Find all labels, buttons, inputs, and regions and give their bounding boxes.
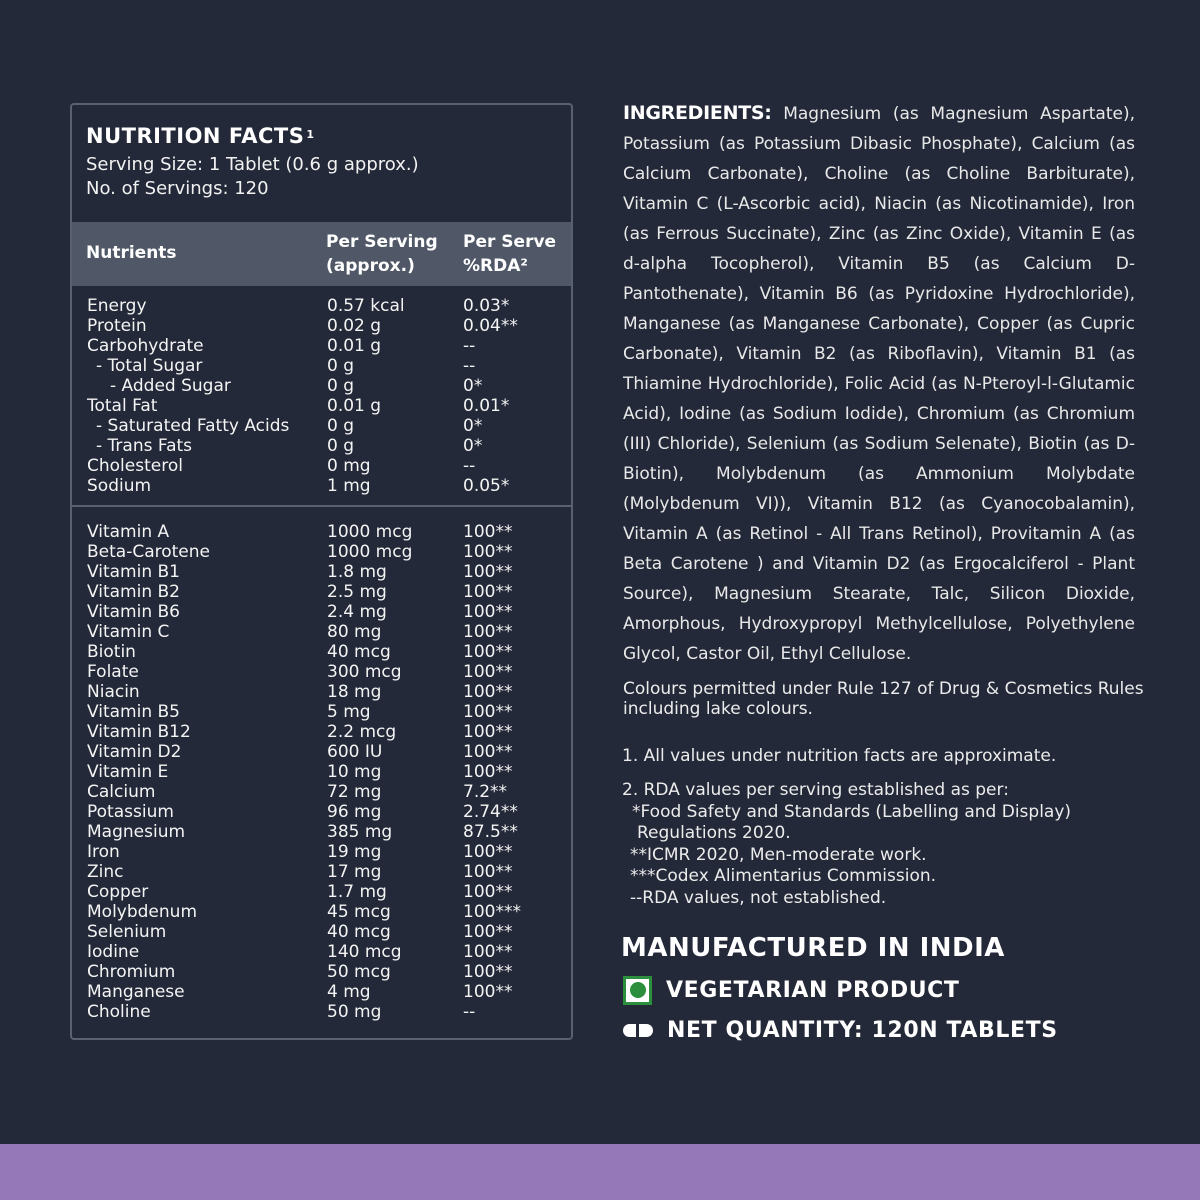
footnote-1: 1. All values under nutrition facts are approximate. bbox=[622, 746, 1057, 766]
footnote-2-fssai-cont: Regulations 2020. bbox=[637, 823, 791, 843]
footnote-2 bbox=[622, 780, 1071, 909]
header-rda bbox=[463, 230, 556, 278]
nutrient-amount: 0 mg bbox=[327, 456, 371, 476]
micro-row bbox=[72, 522, 571, 542]
nutrient-amount: 2.2 mcg bbox=[327, 722, 397, 742]
vegetarian-badge bbox=[623, 975, 960, 1005]
nutrient-rda: 100** bbox=[463, 762, 513, 782]
nutrient-name: Magnesium bbox=[87, 822, 186, 842]
title-footnote-mark: 1 bbox=[306, 128, 315, 141]
net-quantity bbox=[623, 1015, 1058, 1045]
header-rda-line2: %RDA² bbox=[463, 256, 528, 276]
header-nutrients: Nutrients bbox=[86, 243, 177, 263]
nutrient-amount: 0.01 g bbox=[327, 396, 382, 416]
ingredients-block bbox=[623, 98, 1135, 669]
nutrient-rda: -- bbox=[463, 456, 476, 476]
nutrient-name: - Total Sugar bbox=[96, 356, 203, 376]
macro-row bbox=[72, 336, 571, 356]
nutrient-amount: 4 mg bbox=[327, 982, 371, 1002]
micro-row bbox=[72, 682, 571, 702]
nutrient-rda: 100** bbox=[463, 842, 513, 862]
nutrient-rda: 100** bbox=[463, 682, 513, 702]
macro-row bbox=[72, 436, 571, 456]
macro-row bbox=[72, 396, 571, 416]
nutrient-name: Niacin bbox=[87, 682, 140, 702]
micro-row bbox=[72, 762, 571, 782]
veg-mark-icon bbox=[623, 976, 652, 1005]
nutrient-amount: 50 mg bbox=[327, 1002, 382, 1022]
micro-row bbox=[72, 802, 571, 822]
nutrient-name: Vitamin C bbox=[87, 622, 170, 642]
nutrient-name: Total Fat bbox=[87, 396, 158, 416]
footer-band bbox=[0, 1144, 1200, 1200]
nutrient-name: Manganese bbox=[87, 982, 185, 1002]
macronutrients-section bbox=[72, 286, 571, 507]
colours-note: Colours permitted under Rule 127 of Drug & Cosmetics Rules including lake colours. bbox=[623, 679, 1144, 719]
nutrient-name: Protein bbox=[87, 316, 147, 336]
nutrient-rda: 0.03* bbox=[463, 296, 510, 316]
macro-row bbox=[72, 356, 571, 376]
nutrient-rda: 100** bbox=[463, 662, 513, 682]
nutrient-amount: 17 mg bbox=[327, 862, 382, 882]
micro-row bbox=[72, 702, 571, 722]
micro-row bbox=[72, 662, 571, 682]
nutrient-amount: 45 mcg bbox=[327, 902, 391, 922]
nutrient-rda: -- bbox=[463, 336, 476, 356]
macro-row bbox=[72, 296, 571, 316]
macro-row bbox=[72, 476, 571, 496]
micro-row bbox=[72, 982, 571, 1002]
footnote-2-icmr: **ICMR 2020, Men-moderate work. bbox=[630, 844, 927, 865]
nutrient-name: Energy bbox=[87, 296, 147, 316]
nutrient-amount: 0 g bbox=[327, 436, 355, 456]
footnote-2-title: 2. RDA values per serving established as per: bbox=[622, 780, 1009, 800]
nutrient-name: Biotin bbox=[87, 642, 136, 662]
nutrient-amount: 300 mcg bbox=[327, 662, 402, 682]
micro-row bbox=[72, 1002, 571, 1022]
nutrient-amount: 1000 mcg bbox=[327, 542, 413, 562]
nutrient-amount: 0.01 g bbox=[327, 336, 382, 356]
micro-row bbox=[72, 622, 571, 642]
nutrient-name: Vitamin B2 bbox=[87, 582, 181, 602]
nutrient-name: Folate bbox=[87, 662, 139, 682]
nutrient-name: Sodium bbox=[87, 476, 152, 496]
nutrient-name: Iodine bbox=[87, 942, 140, 962]
manufactured-in-india: MANUFACTURED IN INDIA bbox=[621, 933, 1005, 963]
nutrient-rda: 100** bbox=[463, 522, 513, 542]
header-per-serving-line2: (approx.) bbox=[326, 256, 415, 276]
nutrient-amount: 96 mg bbox=[327, 802, 382, 822]
macro-row bbox=[72, 456, 571, 476]
nutrient-rda: 100** bbox=[463, 722, 513, 742]
nutrient-rda: 100*** bbox=[463, 902, 521, 922]
header-per-serving bbox=[326, 230, 438, 278]
nutrient-amount: 2.5 mg bbox=[327, 582, 387, 602]
nutrient-amount: 40 mcg bbox=[327, 642, 391, 662]
micro-row bbox=[72, 642, 571, 662]
vegetarian-label: VEGETARIAN PRODUCT bbox=[666, 977, 960, 1003]
nutrient-rda: 100** bbox=[463, 882, 513, 902]
nutrient-rda: 100** bbox=[463, 602, 513, 622]
nutrient-rda: 2.74** bbox=[463, 802, 518, 822]
nutrient-rda: 87.5** bbox=[463, 822, 518, 842]
micro-row bbox=[72, 942, 571, 962]
nutrition-facts-header bbox=[72, 105, 571, 222]
nutrient-rda: 100** bbox=[463, 982, 513, 1002]
nutrient-name: - Added Sugar bbox=[110, 376, 231, 396]
macro-row bbox=[72, 416, 571, 436]
nutrient-amount: 19 mg bbox=[327, 842, 382, 862]
nutrient-amount: 80 mg bbox=[327, 622, 382, 642]
serving-size: Serving Size: 1 Tablet (0.6 g approx.) bbox=[86, 154, 419, 175]
micro-row bbox=[72, 822, 571, 842]
nutrition-facts-panel bbox=[70, 103, 573, 1040]
nutrient-rda: 100** bbox=[463, 562, 513, 582]
macro-row bbox=[72, 316, 571, 336]
micro-row bbox=[72, 542, 571, 562]
micro-row bbox=[72, 902, 571, 922]
nutrient-rda: 100** bbox=[463, 962, 513, 982]
nutrient-name: Carbohydrate bbox=[87, 336, 204, 356]
nutrient-rda: -- bbox=[463, 1002, 476, 1022]
nutrient-rda: -- bbox=[463, 356, 476, 376]
nutrient-name: Chromium bbox=[87, 962, 176, 982]
micro-row bbox=[72, 602, 571, 622]
nutrient-amount: 385 mg bbox=[327, 822, 393, 842]
nutrient-name: Zinc bbox=[87, 862, 124, 882]
nutrient-rda: 0.01* bbox=[463, 396, 510, 416]
nutrient-amount: 40 mcg bbox=[327, 922, 391, 942]
nutrient-rda: 0.04** bbox=[463, 316, 518, 336]
micro-row bbox=[72, 862, 571, 882]
nutrient-amount: 1.8 mg bbox=[327, 562, 387, 582]
nutrient-name: - Saturated Fatty Acids bbox=[96, 416, 290, 436]
nutrient-amount: 140 mcg bbox=[327, 942, 402, 962]
nutrition-title-text: NUTRITION FACTS bbox=[86, 124, 305, 148]
micro-row bbox=[72, 742, 571, 762]
nutrient-amount: 10 mg bbox=[327, 762, 382, 782]
micro-row bbox=[72, 882, 571, 902]
micro-row bbox=[72, 782, 571, 802]
nutrient-rda: 100** bbox=[463, 942, 513, 962]
footnote-2-fssai: *Food Safety and Standards (Labelling and Display) bbox=[632, 801, 1072, 822]
nutrient-name: Molybdenum bbox=[87, 902, 198, 922]
header-rda-line1: Per Serve bbox=[463, 232, 557, 252]
nutrient-rda: 100** bbox=[463, 702, 513, 722]
nutrient-amount: 1 mg bbox=[327, 476, 371, 496]
servings-count: No. of Servings: 120 bbox=[86, 178, 269, 199]
nutrient-amount: 0 g bbox=[327, 416, 355, 436]
nutrient-rda: 100** bbox=[463, 622, 513, 642]
nutrient-amount: 72 mg bbox=[327, 782, 382, 802]
nutrient-rda: 7.2** bbox=[463, 782, 508, 802]
nutrient-amount: 0.57 kcal bbox=[327, 296, 405, 316]
nutrient-name: Vitamin B5 bbox=[87, 702, 181, 722]
nutrient-name: Vitamin E bbox=[87, 762, 169, 782]
nutrition-facts-title bbox=[86, 123, 557, 149]
nutrient-amount: 18 mg bbox=[327, 682, 382, 702]
nutrient-rda: 0* bbox=[463, 416, 483, 436]
nutrient-name: Vitamin A bbox=[87, 522, 170, 542]
nutrient-rda: 100** bbox=[463, 922, 513, 942]
nutrient-rda: 0* bbox=[463, 436, 483, 456]
footnote-2-codex: ***Codex Alimentarius Commission. bbox=[630, 866, 937, 886]
nutrient-name: Choline bbox=[87, 1002, 151, 1022]
nutrient-name: Vitamin B12 bbox=[87, 722, 191, 742]
micro-row bbox=[72, 962, 571, 982]
tablet-pill-icon bbox=[623, 1024, 653, 1037]
micro-row bbox=[72, 842, 571, 862]
column-headers bbox=[72, 222, 571, 286]
micronutrients-section bbox=[72, 507, 571, 1022]
nutrient-name: - Trans Fats bbox=[96, 436, 193, 456]
nutrient-rda: 100** bbox=[463, 642, 513, 662]
nutrient-name: Beta-Carotene bbox=[87, 542, 211, 562]
ingredients-text bbox=[623, 98, 1135, 669]
nutrient-amount: 0 g bbox=[327, 356, 355, 376]
nutrient-name: Cholesterol bbox=[87, 456, 183, 476]
header-per-serving-line1: Per Serving bbox=[326, 232, 438, 252]
macro-row bbox=[72, 376, 571, 396]
footnote-2-not-established: --RDA values, not established. bbox=[630, 887, 887, 908]
micro-row bbox=[72, 922, 571, 942]
ingredients-list: Magnesium (as Magnesium Aspartate), Potassium (as Potassium Dibasic Phosphate), Calcium (as Calcium Carbonate), Choline (as Choline Barbiturate), Vitamin C (L-Ascorbic acid), Niacin (as Nicotinamide), Iron (as Ferrous Succinate), Zinc (as Zinc Oxide), Vitamin E (as d-alpha Tocopherol), Vitamin B5 (as Calcium D-Pantothenate), Vitamin B6 (as Pyridoxine Hydrochloride), Manganese (as Manganese Carbonate), Copper (as Cupric Carbonate), Vitamin B2 (as Riboflavin), Vitamin B1 (as Thiamine Hydrochloride), Folic Acid (as N-Pteroyl-l-Glutamic Acid), Iodine (as Sodium Iodide), Chromium (as Chromium (III) Chloride), Selenium (as Sodium Selenate), Biotin (as D-Biotin), Molybdenum (as Ammonium Molybdate (Molybdenum VI)), Vitamin B12 (as Cyanocobalamin), Vitamin A (as Retinol - All Trans Retinol), Provitamin A (as Beta Carotene ) and Vitamin D2 (as Ergocalciferol - Plant Source), Magnesium Stearate, Talc, Silicon Dioxide, Amorphous, Hydroxypropyl Methylcellulose, Polyethylene Glycol, Castor Oil, Ethyl Cellulose. bbox=[623, 104, 1136, 664]
nutrient-amount: 0 g bbox=[327, 376, 355, 396]
nutrient-amount: 5 mg bbox=[327, 702, 371, 722]
nutrient-amount: 600 IU bbox=[327, 742, 383, 762]
nutrient-name: Vitamin B6 bbox=[87, 602, 181, 622]
nutrient-name: Potassium bbox=[87, 802, 174, 822]
nutrient-amount: 50 mcg bbox=[327, 962, 391, 982]
nutrient-amount: 1000 mcg bbox=[327, 522, 413, 542]
nutrient-rda: 100** bbox=[463, 862, 513, 882]
nutrient-name: Copper bbox=[87, 882, 149, 902]
nutrient-amount: 0.02 g bbox=[327, 316, 382, 336]
nutrient-rda: 0.05* bbox=[463, 476, 510, 496]
nutrient-amount: 2.4 mg bbox=[327, 602, 387, 622]
nutrient-name: Selenium bbox=[87, 922, 167, 942]
micro-row bbox=[72, 562, 571, 582]
micro-row bbox=[72, 582, 571, 602]
micro-row bbox=[72, 722, 571, 742]
nutrient-rda: 100** bbox=[463, 542, 513, 562]
nutrient-name: Iron bbox=[87, 842, 120, 862]
nutrient-name: Calcium bbox=[87, 782, 156, 802]
nutrient-name: Vitamin B1 bbox=[87, 562, 181, 582]
nutrient-rda: 100** bbox=[463, 582, 513, 602]
ingredients-label: INGREDIENTS: bbox=[623, 102, 772, 124]
nutrient-amount: 1.7 mg bbox=[327, 882, 387, 902]
nutrient-rda: 0* bbox=[463, 376, 483, 396]
nutrient-rda: 100** bbox=[463, 742, 513, 762]
nutrient-name: Vitamin D2 bbox=[87, 742, 182, 762]
net-quantity-label: NET QUANTITY: 120N TABLETS bbox=[667, 1017, 1058, 1043]
